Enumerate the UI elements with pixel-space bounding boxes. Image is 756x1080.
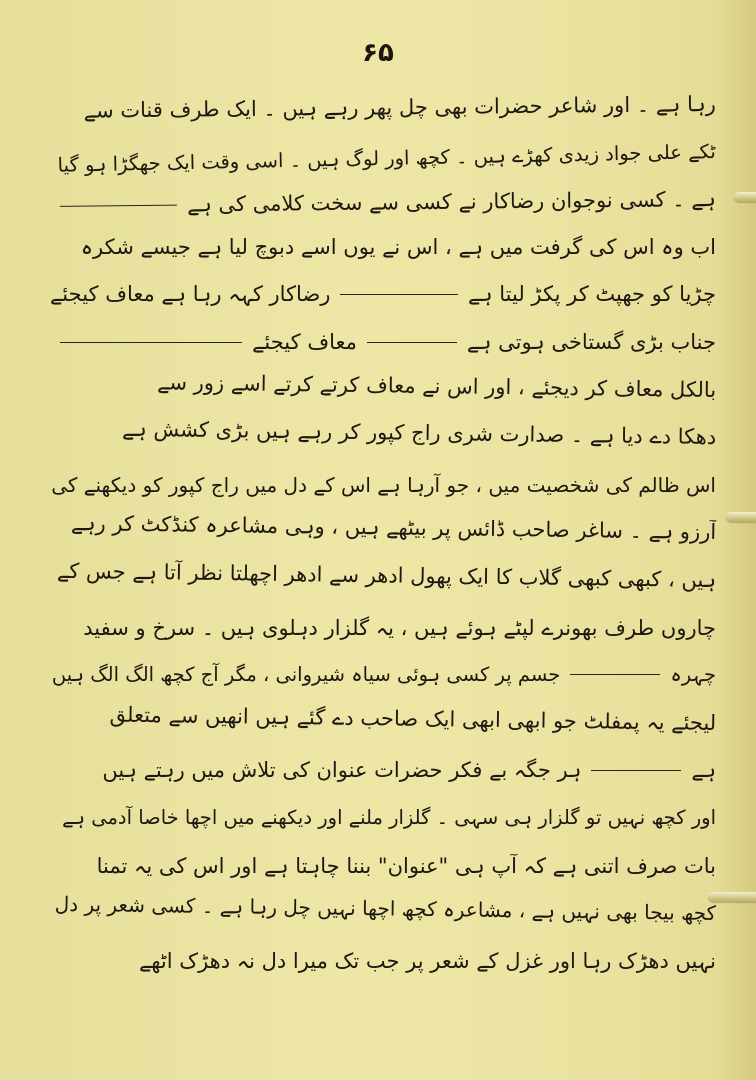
em-dash-rule bbox=[570, 674, 660, 675]
binding-stitch bbox=[726, 512, 756, 522]
text-line bbox=[50, 187, 716, 242]
em-dash-rule bbox=[340, 294, 458, 295]
line-text-continued: معاف کیجئے bbox=[252, 329, 357, 354]
line-text: چڑیا کو جھپٹ کر پکڑ لیتا ہے bbox=[467, 282, 716, 307]
text-line bbox=[50, 701, 717, 758]
line-text-continued: ہر جگہ بے فکر حضرات عنوان کی تلاش میں رہتے ہیں bbox=[102, 758, 582, 783]
em-dash-rule bbox=[591, 770, 681, 771]
em-dash-rule bbox=[60, 205, 177, 207]
line-text: آرزو ہے ۔ ساغر صاحب ڈائس پر بیٹھے ہیں ، وہی مشاعرہ کنڈکٹ کر رہے bbox=[70, 511, 717, 545]
line-text: رہا ہے ۔ اور شاعر حضرات بھی چل پھر رہے ہیں ۔ ایک طرف قنات سے bbox=[83, 92, 717, 123]
line-text: ہے bbox=[691, 758, 716, 783]
line-text: ہیں ، کبھی کبھی گلاب کا ایک پھول ادھر سے ادھر اچھلتا نظر آتا ہے جس کے bbox=[56, 558, 717, 592]
spine-shadow bbox=[716, 0, 756, 1080]
line-text-continued: رضاکار کہہ رہا ہے معاف کیجئے bbox=[50, 282, 331, 307]
line-text: چہرہ bbox=[670, 663, 716, 687]
line-text: اب وہ اس کی گرفت میں ہے ، اس نے یوں اسے دبوچ لیا ہے جیسے شکرہ bbox=[80, 234, 716, 259]
em-dash-rule bbox=[60, 342, 242, 343]
text-line bbox=[50, 758, 716, 806]
text-line bbox=[50, 949, 716, 997]
binding-stitch bbox=[734, 192, 756, 202]
line-text: نہیں دھڑک رہا اور غزل کے شعر پر جب تک میرا دل نہ دھڑک اٹھے bbox=[138, 948, 716, 973]
body-text bbox=[50, 92, 716, 996]
line-text: چاروں طرف بھونرے لپٹے ہوئے ہیں ، یہ گلزار دہلوی ہیں ۔ سرخ و سفید bbox=[83, 615, 716, 640]
line-text: دھکا دے دیا ہے ۔ صدارت شری راج کپور کر رہے ہیں بڑی کشش ہے bbox=[121, 416, 717, 450]
line-text: اس ظالم کی شخصیت میں ، جو آرہا ہے اس کے دل میں راج کپور کو دیکھنے کی bbox=[51, 472, 716, 497]
em-dash-rule bbox=[367, 342, 457, 343]
text-line bbox=[50, 892, 717, 949]
line-text: بات صرف اتنی ہے کہ آپ ہی "عنوان" بننا چاہتا ہے اور اس کی یہ تمنا bbox=[96, 853, 716, 878]
line-text: اور کچھ نہیں تو گلزار ہی سہی ۔ گلزار ملنے اور دیکھنے میں اچھا خاصا آدمی ہے bbox=[62, 805, 716, 829]
text-line bbox=[50, 806, 716, 854]
line-text: بالکل معاف کر دیجئے ، اور اس نے معاف کرتے کرتے اسے زور سے bbox=[157, 369, 717, 402]
line-text: جناب بڑی گستاخی ہوتی ہے bbox=[466, 329, 716, 354]
line-text: ہے ۔ کسی نوجوان رضاکار نے کسی سے سخت کلامی کی ہے bbox=[187, 187, 717, 217]
text-line bbox=[50, 559, 717, 616]
line-text: کچھ بیجا بھی نہیں ہے ، مشاعرہ کچھ اچھا نہیں چل رہا ہے ۔ کسی شعر پر دل bbox=[54, 891, 717, 926]
line-text: لیجئے یہ پمفلٹ جو ابھی ابھی ایک صاحب دے گئے ہیں انھیں سے متعلق bbox=[109, 702, 717, 735]
text-line bbox=[50, 616, 716, 664]
line-text-continued: جسم پر کسی ہوئی سیاہ شیروانی ، مگر آج کچھ الگ الگ ہیں bbox=[51, 663, 561, 687]
text-line bbox=[50, 92, 716, 147]
text-line bbox=[50, 235, 716, 283]
text-line bbox=[50, 282, 716, 330]
line-text: ٹکے علی جواد زیدی کھڑے ہیں ۔ کچھ اور لوگ ہیں ۔ اسی وقت ایک جھگڑا ہو گیا bbox=[57, 139, 716, 177]
text-line bbox=[50, 416, 717, 473]
page-number: ۶۵ bbox=[362, 38, 394, 68]
